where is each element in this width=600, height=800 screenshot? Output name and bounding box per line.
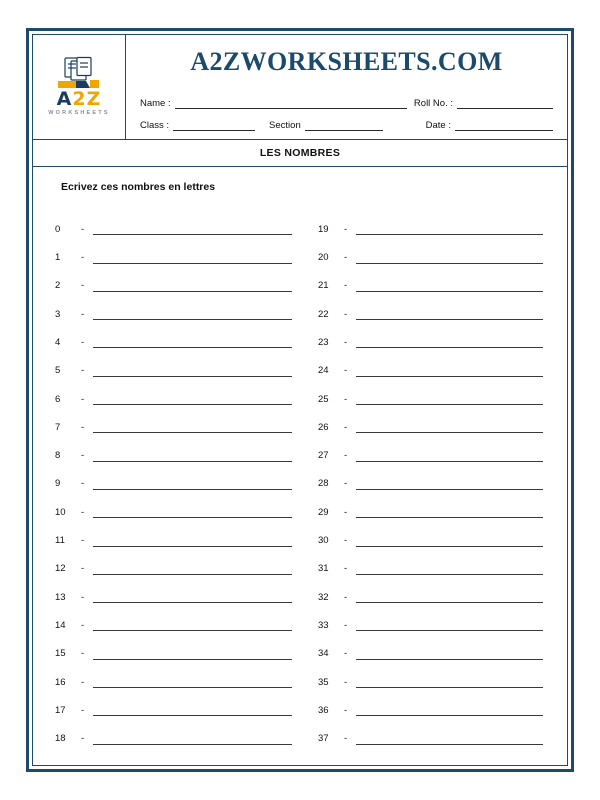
question-row bbox=[318, 518, 545, 546]
question-row bbox=[318, 688, 545, 716]
question-row bbox=[318, 433, 545, 461]
header-right bbox=[126, 35, 567, 139]
question-dash: - bbox=[344, 421, 348, 433]
logo-subtitle: WORKSHEETS bbox=[48, 109, 110, 116]
answer-line[interactable] bbox=[93, 706, 292, 716]
question-number: 26 bbox=[318, 421, 329, 433]
answer-line[interactable] bbox=[93, 338, 292, 348]
question-dash: - bbox=[81, 365, 85, 377]
question-dash: - bbox=[81, 280, 85, 292]
answer-line[interactable] bbox=[93, 565, 292, 575]
question-dash: - bbox=[344, 478, 348, 490]
logo-cell bbox=[33, 35, 126, 139]
worksheet-header bbox=[33, 35, 567, 140]
question-number: 2 bbox=[55, 280, 61, 292]
question-row bbox=[55, 462, 300, 490]
question-row bbox=[55, 716, 300, 744]
question-row bbox=[55, 603, 300, 631]
question-dash: - bbox=[81, 478, 85, 490]
question-dash: - bbox=[344, 336, 348, 348]
question-number: 14 bbox=[55, 619, 66, 631]
question-dash: - bbox=[344, 506, 348, 518]
question-row bbox=[55, 660, 300, 688]
roll-field[interactable] bbox=[414, 97, 553, 109]
answer-line[interactable] bbox=[93, 395, 292, 405]
question-row bbox=[55, 433, 300, 461]
worksheet-body bbox=[33, 167, 567, 765]
answer-line[interactable] bbox=[356, 367, 543, 377]
question-row bbox=[318, 405, 545, 433]
question-row bbox=[55, 292, 300, 320]
question-number: 20 bbox=[318, 252, 329, 264]
answer-line[interactable] bbox=[93, 225, 292, 235]
answer-line[interactable] bbox=[93, 650, 292, 660]
books-papers-icon bbox=[52, 56, 106, 92]
question-number: 35 bbox=[318, 676, 329, 688]
question-dash: - bbox=[81, 506, 85, 518]
question-dash: - bbox=[81, 591, 85, 603]
answer-line[interactable] bbox=[93, 423, 292, 433]
question-number: 27 bbox=[318, 450, 329, 462]
section-field[interactable] bbox=[269, 119, 383, 131]
question-row bbox=[318, 377, 545, 405]
section-label: Section bbox=[269, 120, 301, 131]
class-section-date-row bbox=[126, 109, 567, 139]
question-number: 23 bbox=[318, 336, 329, 348]
answer-line[interactable] bbox=[93, 508, 292, 518]
question-number: 11 bbox=[55, 535, 65, 547]
question-dash: - bbox=[81, 619, 85, 631]
question-row bbox=[55, 235, 300, 263]
question-number: 4 bbox=[55, 336, 61, 348]
question-row bbox=[318, 235, 545, 263]
question-dash: - bbox=[81, 393, 85, 405]
question-number: 37 bbox=[318, 733, 329, 745]
answer-line[interactable] bbox=[356, 282, 543, 292]
question-dash: - bbox=[344, 393, 348, 405]
a2z-logo bbox=[41, 56, 117, 117]
answer-line[interactable] bbox=[93, 367, 292, 377]
answer-line[interactable] bbox=[93, 678, 292, 688]
name-input[interactable] bbox=[175, 97, 407, 109]
roll-input[interactable] bbox=[457, 97, 553, 109]
page-outer-border bbox=[26, 28, 574, 772]
answer-line[interactable] bbox=[356, 678, 543, 688]
question-row bbox=[55, 348, 300, 376]
question-number: 13 bbox=[55, 591, 66, 603]
answer-line[interactable] bbox=[93, 537, 292, 547]
date-input[interactable] bbox=[455, 119, 553, 131]
answer-line[interactable] bbox=[356, 735, 543, 745]
question-number: 0 bbox=[55, 223, 61, 235]
question-dash: - bbox=[81, 421, 85, 433]
class-input[interactable] bbox=[173, 119, 255, 131]
question-dash: - bbox=[81, 704, 85, 716]
site-title: A2ZWORKSHEETS.COM bbox=[190, 47, 503, 76]
question-row bbox=[55, 518, 300, 546]
answer-line[interactable] bbox=[93, 480, 292, 490]
worksheet-title: LES NOMBRES bbox=[33, 140, 567, 167]
class-label: Class : bbox=[140, 120, 170, 131]
question-number: 22 bbox=[318, 308, 329, 320]
question-number: 31 bbox=[318, 563, 329, 575]
question-column-right bbox=[300, 207, 545, 755]
question-row bbox=[318, 207, 545, 235]
question-dash: - bbox=[81, 336, 85, 348]
question-number: 25 bbox=[318, 393, 329, 405]
question-row bbox=[55, 547, 300, 575]
question-row bbox=[55, 575, 300, 603]
question-number: 34 bbox=[318, 648, 329, 660]
question-number: 3 bbox=[55, 308, 61, 320]
answer-line[interactable] bbox=[93, 452, 292, 462]
question-dash: - bbox=[344, 704, 348, 716]
question-column-left bbox=[55, 207, 300, 755]
logo-wordmark bbox=[41, 87, 117, 110]
question-number: 16 bbox=[55, 676, 66, 688]
question-row bbox=[318, 660, 545, 688]
question-row bbox=[318, 264, 545, 292]
name-label: Name : bbox=[140, 98, 171, 109]
question-number: 7 bbox=[55, 421, 61, 433]
answer-line[interactable] bbox=[93, 310, 292, 320]
question-row bbox=[318, 490, 545, 518]
answer-line[interactable] bbox=[356, 593, 543, 603]
answer-line[interactable] bbox=[356, 225, 543, 235]
answer-line[interactable] bbox=[356, 537, 543, 547]
question-dash: - bbox=[344, 676, 348, 688]
question-row bbox=[55, 377, 300, 405]
question-number: 17 bbox=[55, 704, 66, 716]
question-dash: - bbox=[344, 591, 348, 603]
question-row bbox=[55, 688, 300, 716]
answer-line[interactable] bbox=[93, 735, 292, 745]
question-number: 19 bbox=[318, 223, 329, 235]
question-dash: - bbox=[344, 280, 348, 292]
question-row bbox=[318, 348, 545, 376]
answer-line[interactable] bbox=[93, 593, 292, 603]
question-row bbox=[55, 207, 300, 235]
class-field[interactable] bbox=[140, 119, 255, 131]
question-number: 32 bbox=[318, 591, 329, 603]
worksheet-instruction: Ecrivez ces nombres en lettres bbox=[61, 181, 216, 193]
question-dash: - bbox=[81, 563, 85, 575]
answer-line[interactable] bbox=[93, 621, 292, 631]
question-row bbox=[55, 264, 300, 292]
question-dash: - bbox=[344, 223, 348, 235]
question-number: 1 bbox=[55, 252, 61, 264]
question-number: 21 bbox=[318, 280, 329, 292]
date-label: Date : bbox=[425, 120, 451, 131]
question-number: 10 bbox=[55, 506, 66, 518]
answer-line[interactable] bbox=[356, 508, 543, 518]
question-number: 5 bbox=[55, 365, 61, 377]
question-number: 8 bbox=[55, 450, 61, 462]
question-number: 15 bbox=[55, 648, 66, 660]
question-dash: - bbox=[344, 733, 348, 745]
question-number: 36 bbox=[318, 704, 329, 716]
question-number: 24 bbox=[318, 365, 329, 377]
name-field[interactable] bbox=[140, 97, 407, 109]
answer-line[interactable] bbox=[356, 480, 543, 490]
question-row bbox=[55, 405, 300, 433]
question-row bbox=[318, 575, 545, 603]
answer-line[interactable] bbox=[356, 650, 543, 660]
question-row bbox=[318, 716, 545, 744]
question-number: 12 bbox=[55, 563, 66, 575]
question-row bbox=[318, 603, 545, 631]
question-row bbox=[318, 547, 545, 575]
question-number: 30 bbox=[318, 535, 329, 547]
answer-line[interactable] bbox=[356, 423, 543, 433]
answer-line[interactable] bbox=[356, 254, 543, 264]
question-row bbox=[55, 320, 300, 348]
answer-line[interactable] bbox=[356, 395, 543, 405]
question-dash: - bbox=[81, 308, 85, 320]
answer-line[interactable] bbox=[356, 565, 543, 575]
question-row bbox=[318, 292, 545, 320]
question-dash: - bbox=[81, 223, 85, 235]
answer-line[interactable] bbox=[356, 621, 543, 631]
date-field[interactable] bbox=[426, 119, 553, 131]
answer-line[interactable] bbox=[356, 310, 543, 320]
logo-letter-2z: 2Z bbox=[72, 87, 102, 110]
question-row bbox=[318, 320, 545, 348]
question-row bbox=[318, 462, 545, 490]
question-dash: - bbox=[81, 733, 85, 745]
question-number: 18 bbox=[55, 733, 66, 745]
question-dash: - bbox=[344, 365, 348, 377]
question-dash: - bbox=[344, 252, 348, 264]
question-number: 29 bbox=[318, 506, 329, 518]
page-inner-border bbox=[32, 34, 568, 766]
question-number: 33 bbox=[318, 619, 329, 631]
question-number: 6 bbox=[55, 393, 61, 405]
question-row bbox=[55, 490, 300, 518]
answer-line[interactable] bbox=[93, 282, 292, 292]
answer-line[interactable] bbox=[356, 452, 543, 462]
answer-line[interactable] bbox=[93, 254, 292, 264]
question-dash: - bbox=[81, 252, 85, 264]
question-columns bbox=[55, 207, 545, 755]
question-dash: - bbox=[344, 308, 348, 320]
answer-line[interactable] bbox=[356, 338, 543, 348]
question-dash: - bbox=[81, 450, 85, 462]
question-number: 28 bbox=[318, 478, 329, 490]
question-dash: - bbox=[344, 450, 348, 462]
question-dash: - bbox=[81, 535, 85, 547]
question-row bbox=[318, 631, 545, 659]
section-input[interactable] bbox=[305, 119, 383, 131]
question-dash: - bbox=[344, 563, 348, 575]
logo-letter-a: A bbox=[56, 87, 73, 110]
question-dash: - bbox=[81, 648, 85, 660]
name-roll-row bbox=[126, 87, 567, 109]
question-dash: - bbox=[81, 676, 85, 688]
question-dash: - bbox=[344, 648, 348, 660]
question-row bbox=[55, 631, 300, 659]
roll-label: Roll No. : bbox=[413, 98, 453, 109]
question-dash: - bbox=[344, 619, 348, 631]
question-number: 9 bbox=[55, 478, 61, 490]
question-dash: - bbox=[344, 535, 348, 547]
answer-line[interactable] bbox=[356, 706, 543, 716]
